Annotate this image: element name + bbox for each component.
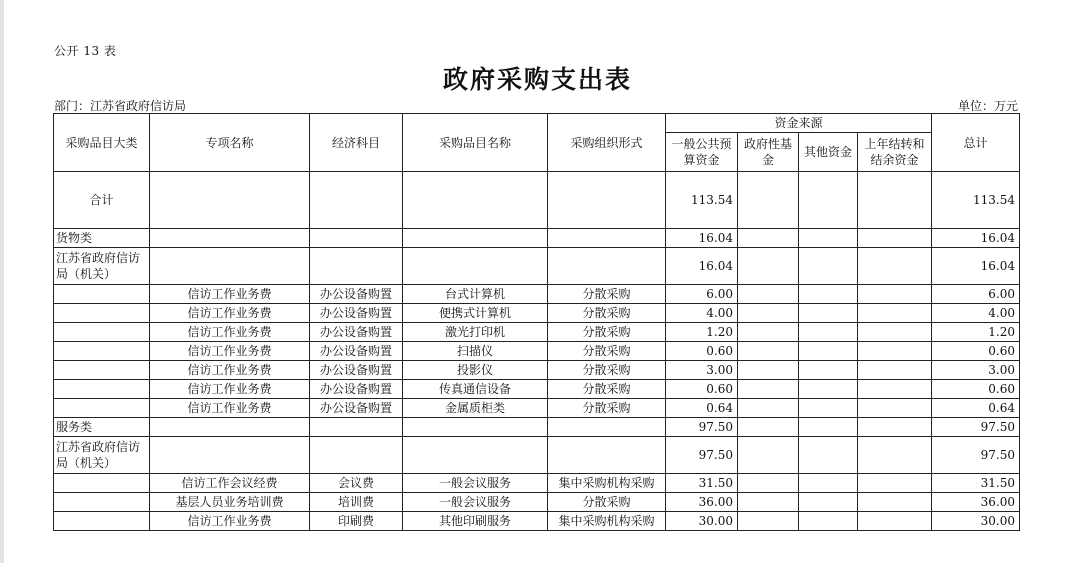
row-econ: 办公设备购置 [310,304,403,323]
row-project: 信访工作业务费 [150,399,310,418]
row-econ: 办公设备购置 [310,361,403,380]
row-econ: 印刷费 [310,512,403,531]
row-item: 便携式计算机 [403,304,548,323]
header-row [54,114,1020,133]
total-total: 113.54 [932,172,1020,229]
row-project: 信访工作业务费 [150,342,310,361]
row-total: 0.60 [932,380,1020,399]
page-title: 政府采购支出表 [442,65,632,94]
header-gov-fund: 政府性基金 [738,133,799,172]
total-label: 合计 [54,172,150,229]
row-item: 传真通信设备 [403,380,548,399]
unit-label: 单位：万元 [957,99,1018,113]
services-unit-general: 97.50 [666,437,738,474]
services-total: 97.50 [932,418,1020,437]
document-code: 公开 13 表 [54,44,117,58]
row-project: 信访工作业务费 [150,323,310,342]
procurement-table [53,113,1020,531]
goods-label: 货物类 [54,229,150,248]
header-item: 采购品目名称 [403,114,548,172]
row-total: 6.00 [932,285,1020,304]
table-row [54,323,1020,342]
services-label: 服务类 [54,418,150,437]
row-item: 激光打印机 [403,323,548,342]
header-general-budget: 一般公共预算资金 [666,133,738,172]
row-form: 分散采购 [548,361,666,380]
row-econ: 办公设备购置 [310,323,403,342]
row-econ: 办公设备购置 [310,399,403,418]
row-general: 0.60 [666,342,738,361]
goods-general: 16.04 [666,229,738,248]
row-total: 3.00 [932,361,1020,380]
row-total: 1.20 [932,323,1020,342]
department-label: 部门：江苏省政府信访局 [54,99,187,113]
row-econ: 培训费 [310,493,403,512]
row-form: 分散采购 [548,342,666,361]
table-row [54,361,1020,380]
header-total: 总计 [932,114,1020,172]
row-econ: 会议费 [310,474,403,493]
row-total: 30.00 [932,512,1020,531]
row-econ: 办公设备购置 [310,380,403,399]
table-row [54,342,1020,361]
row-general: 36.00 [666,493,738,512]
row-item: 其他印刷服务 [403,512,548,531]
table-row [54,474,1020,493]
total-row [54,172,1020,229]
row-general: 4.00 [666,304,738,323]
header-project: 专项名称 [150,114,310,172]
table-row [54,512,1020,531]
row-general: 0.60 [666,380,738,399]
row-project: 信访工作业务费 [150,361,310,380]
header-category: 采购品目大类 [54,114,150,172]
row-general: 30.00 [666,512,738,531]
total-general: 113.54 [666,172,738,229]
row-total: 4.00 [932,304,1020,323]
row-form: 分散采购 [548,323,666,342]
row-item: 扫描仪 [403,342,548,361]
services-unit-label: 江苏省政府信访局（机关） [54,437,150,474]
goods-unit-general: 16.04 [666,248,738,285]
services-general: 97.50 [666,418,738,437]
row-project: 信访工作会议经费 [150,474,310,493]
row-form: 分散采购 [548,493,666,512]
row-total: 0.64 [932,399,1020,418]
row-form: 分散采购 [548,380,666,399]
goods-total: 16.04 [932,229,1020,248]
table-row [54,285,1020,304]
row-form: 分散采购 [548,399,666,418]
row-general: 1.20 [666,323,738,342]
header-funding-group: 资金来源 [666,114,932,133]
row-total: 36.00 [932,493,1020,512]
row-project: 信访工作业务费 [150,285,310,304]
row-form: 分散采购 [548,285,666,304]
row-general: 0.64 [666,399,738,418]
table-row [54,304,1020,323]
row-econ: 办公设备购置 [310,285,403,304]
goods-unit-row [54,248,1020,285]
table-row [54,380,1020,399]
row-general: 3.00 [666,361,738,380]
row-general: 31.50 [666,474,738,493]
header-econ: 经济科目 [310,114,403,172]
services-unit-total: 97.50 [932,437,1020,474]
goods-unit-label: 江苏省政府信访局（机关） [54,248,150,285]
row-total: 0.60 [932,342,1020,361]
header-carryover: 上年结转和结余资金 [858,133,932,172]
goods-category-row [54,229,1020,248]
goods-unit-total: 16.04 [932,248,1020,285]
row-item: 投影仪 [403,361,548,380]
row-form: 集中采购机构采购 [548,474,666,493]
row-item: 台式计算机 [403,285,548,304]
row-project: 信访工作业务费 [150,304,310,323]
row-project: 信访工作业务费 [150,512,310,531]
row-general: 6.00 [666,285,738,304]
header-other: 其他资金 [799,133,858,172]
header-form: 采购组织形式 [548,114,666,172]
row-item: 金属质柜类 [403,399,548,418]
row-item: 一般会议服务 [403,493,548,512]
row-item: 一般会议服务 [403,474,548,493]
table-row [54,493,1020,512]
services-category-row [54,418,1020,437]
table-row [54,399,1020,418]
row-project: 基层人员业务培训费 [150,493,310,512]
row-econ: 办公设备购置 [310,342,403,361]
services-unit-row [54,437,1020,474]
row-form: 集中采购机构采购 [548,512,666,531]
row-total: 31.50 [932,474,1020,493]
row-project: 信访工作业务费 [150,380,310,399]
row-form: 分散采购 [548,304,666,323]
